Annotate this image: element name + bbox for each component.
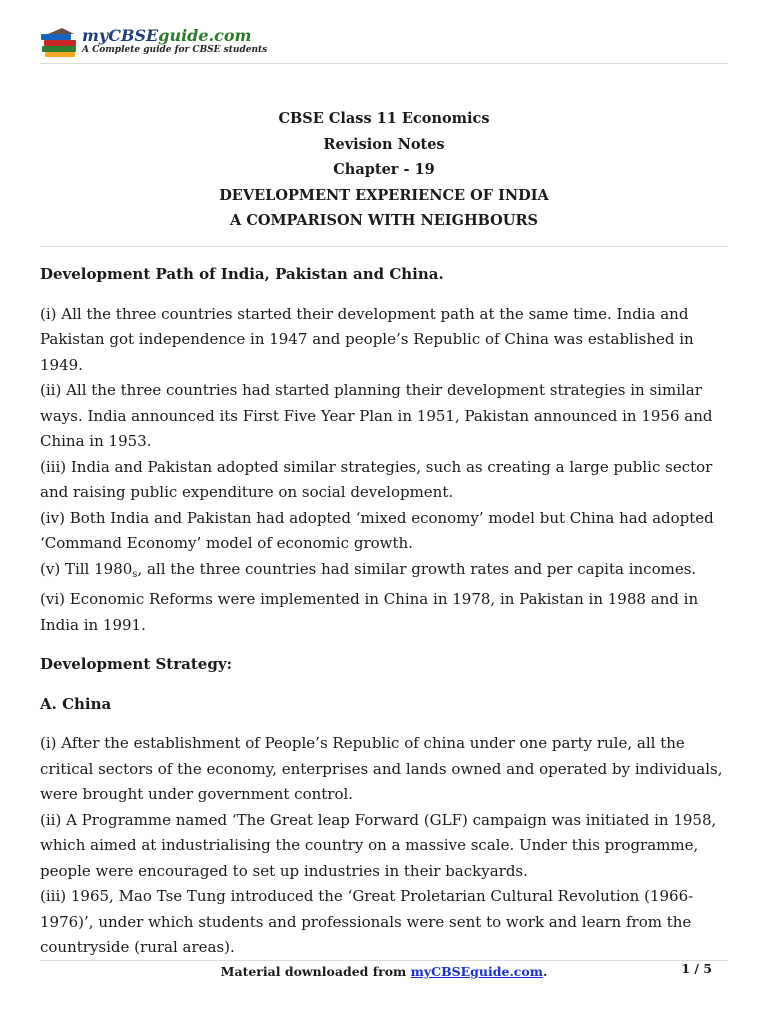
paragraph: (iii) India and Pakistan adopted similar strategies, such as creating a large public sector and raising public expenditure on social development. [40,457,713,501]
paragraph: (vi) Economic Reforms were implemented in China in 1978, in Pakistan in 1988 and in India in 1991. [40,590,699,634]
title-line: DEVELOPMENT EXPERIENCE OF INDIA [219,186,549,204]
document-body [40,262,728,961]
paragraph: (iv) Both India and Pakistan had adopted ‘mixed economy’ model but China had adopted ‘Command Economy’ model of economic growth. [40,508,714,552]
paragraph: (ii) All the three countries had started planning their development strategies in similar ways. India announced its First Five Year Plan in 1951, Pakistan announced in 1956 and China in 1953. [40,381,713,450]
title-line: A COMPARISON WITH NEIGHBOURS [230,212,538,229]
title-line: Chapter - 19 [333,161,435,178]
title-line: Revision Notes [323,135,445,153]
site-logo[interactable] [40,26,268,60]
brand-name: myCBSEguide.com [82,26,252,45]
title-line: CBSE Class 11 Economics [278,110,490,127]
section-heading: Development Strategy: [40,655,233,673]
footer-divider [40,960,728,961]
document-title [40,106,728,234]
paragraph: (iii) 1965, Mao Tse Tung introduced the ‘Great Proletarian Cultural Revolution (1966-1976)’, under which students and professionals were sent to work and learn from the countryside (rural areas). [40,887,694,956]
paragraph: (i) After the establishment of People’s Republic of china under one party rule, all the critical sectors of the economy, enterprises and lands owned and operated by individuals, were brought under government control. [40,734,723,803]
header-divider [40,63,728,64]
page-number: 1 / 5 [681,961,712,976]
subsection-heading: A. China [40,694,112,713]
section-heading: Development Path of India, Pakistan and China. [40,265,444,283]
books-icon [40,26,80,60]
paragraph: (ii) A Programme named ‘The Great leap Forward (GLF) campaign was initiated in 1958, which aimed at industrialising the country on a massive scale. Under this programme, people were encouraged to set up industries in their backyards. [40,810,717,880]
footer-text: Material downloaded from myCBSEguide.com. [220,964,548,979]
title-divider [40,246,728,247]
paragraph: (i) All the three countries started their development path at the same time. India and Pakistan got independence in 1947 and people’s Republic of China was established in 1949. [40,304,694,374]
footer-link[interactable]: myCBSEguide.com [410,964,543,979]
brand-tagline: A Complete guide for CBSE students [82,45,268,55]
paragraph: (v) Till $1980_s$, all the three countries had similar growth rates and per capita incomes. [40,559,697,580]
